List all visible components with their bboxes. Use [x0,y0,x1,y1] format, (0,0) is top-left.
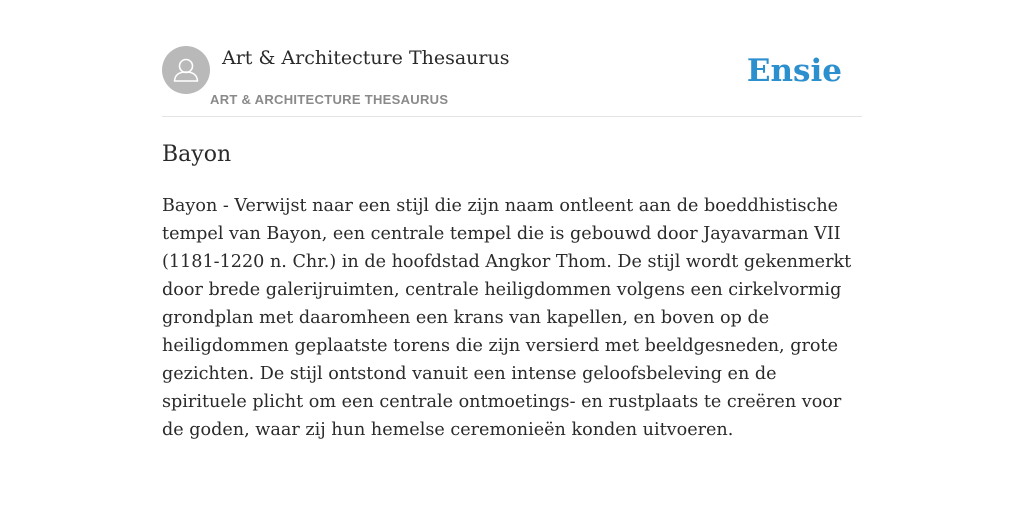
page-title: Bayon [162,142,232,167]
source-header [162,46,862,117]
source-title[interactable]: Art & Architecture Thesaurus [222,47,510,69]
brand-logo[interactable]: Ensie [746,53,842,89]
user-placeholder-icon[interactable] [162,46,210,94]
source-subtitle[interactable]: ART & ARCHITECTURE THESAURUS [210,92,449,107]
definition-text: Bayon - Verwijst naar een stijl die zijn naam ontleent aan de boeddhistische tempel van Bayon, een centrale tempel die is gebouwd door Jayavarman VII (1181-1220 n. Chr.) in de hoofdstad Angkor Thom. De stijl wordt gekenmerkt door brede galerijruimten, centrale heiligdommen volgens een cirkelvormig grondplan met daaromheen een krans van kapellen, en boven op de heiligdommen geplaatste torens die zijn versierd met beeldgesneden, grote gezichten. De stijl ontstond vanuit een intense geloofsbeleving en de spirituele plicht om een centrale ontmoetings- en rustplaats te creëren voor de goden, waar zij hun hemelse ceremonieën konden uitvoeren. [162,196,852,440]
